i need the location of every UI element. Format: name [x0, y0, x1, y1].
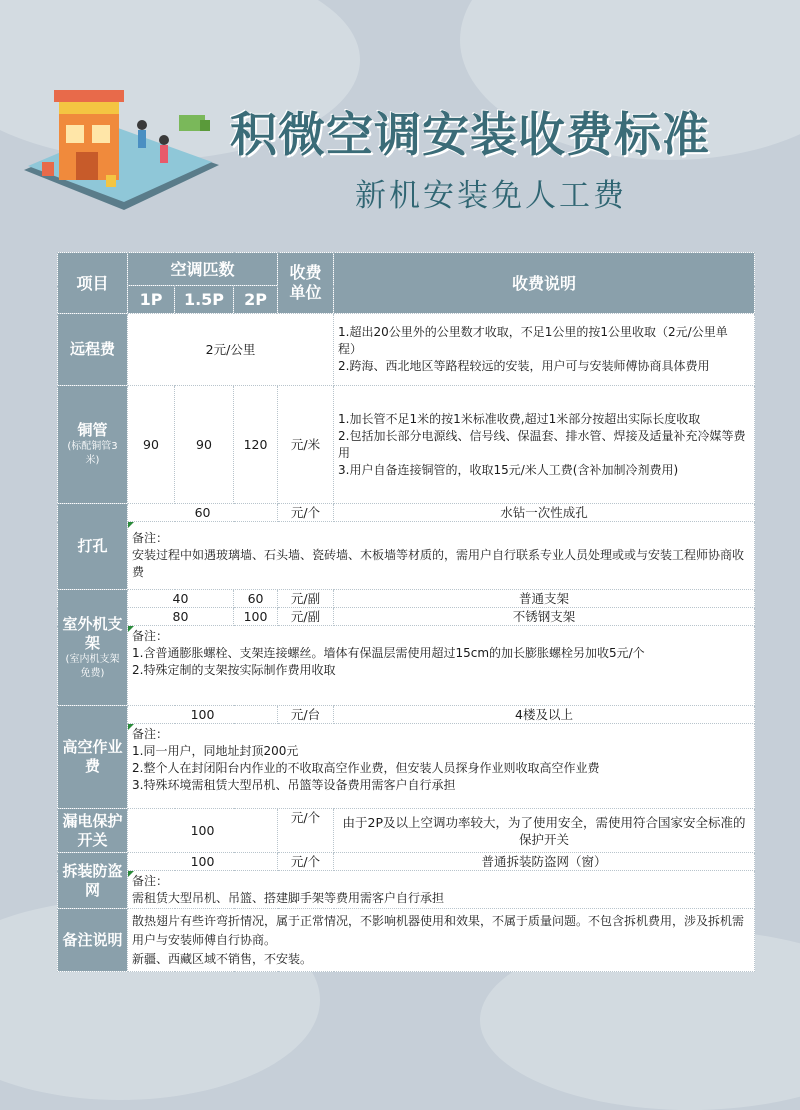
row-label-leak: 漏电保护开关: [58, 809, 128, 853]
bracket-note: 备注： 1.含普通膨胀螺栓、支架连接螺丝。墙体有保温层需使用超过15cm的加长膨胀螺栓另加收5元/个 2.特殊定制的支架按实际制作费用收取: [128, 626, 755, 706]
page-subtitle: 新机安装免人工费: [355, 178, 627, 214]
theft-desc: 普通拆装防盗网（窗）: [334, 853, 755, 871]
drill-note: 备注： 安装过程中如遇玻璃墙、石头墙、瓷砖墙、木板墙等材质的，需用户自行联系专业人员处理或或与安装工程师协商收费: [128, 522, 755, 590]
page-title: 积微空调安装收费标准: [230, 108, 710, 163]
header-desc: 收费说明: [334, 253, 755, 314]
bracket-normal-price: 40: [128, 590, 234, 608]
row-label-memo: 备注说明: [58, 909, 128, 972]
copper-desc: 1.加长管不足1米的按1米标准收费,超过1米部分按超出实际长度收取 2.包括加长部分电源线、信号线、保温套、排水管、焊接及适量补充冷媒等费用 3.用户自备连接铜管的，收取15元/米人工费(含补加制冷剂费用): [334, 386, 755, 504]
row-label-high: 高空作业费: [58, 706, 128, 809]
copper-1p-price: 90: [128, 386, 175, 504]
row-label-bracket: [58, 590, 128, 706]
header-2p: 2P: [234, 286, 278, 314]
header-1-5p: 1.5P: [175, 286, 234, 314]
bracket-normal-desc: 普通支架: [334, 590, 755, 608]
remote-desc: 1.超出20公里外的公里数才收取，不足1公里的按1公里收取（2元/公里单程） 2.跨海、西北地区等路程较远的安装，用户可与安装师傅协商具体费用: [334, 314, 755, 386]
leak-unit: 元/个: [278, 809, 334, 853]
row-label-theft: 拆装防盗网: [58, 853, 128, 909]
high-note: 备注： 1.同一用户，同地址封顶200元 2.整个人在封闭阳台内作业的不收取高空作业费，但安装人员探身作业则收取高空作业费 3.特殊环境需租赁大型吊机、吊篮等设备费用需客户自行承担: [128, 724, 755, 809]
shop-building: [54, 90, 124, 180]
copper-1-5p-price: 90: [175, 386, 234, 504]
header-unit: 收费单位: [278, 253, 334, 314]
bracket-steel-price: 80: [128, 608, 234, 626]
leak-desc: 由于2P及以上空调功率较大，为了使用安全，需使用符合国家安全标准的保护开关: [334, 809, 755, 853]
high-price: 100: [128, 706, 278, 724]
drill-unit: 元/个: [278, 504, 334, 522]
store-illustration: [14, 70, 226, 220]
bracket-steel-unit: 元/副: [278, 608, 334, 626]
high-desc: 4楼及以上: [334, 706, 755, 724]
bracket-steel-2p-price: 100: [234, 608, 278, 626]
bracket-normal-2p-price: 60: [234, 590, 278, 608]
pricing-table: [57, 252, 755, 972]
header-item: 项目: [58, 253, 128, 314]
memo-text: 散热翅片有些许弯折情况，属于正常情况，不影响机器使用和效果，不属于质量问题。不包含拆机费用，涉及拆机需用户与安装师傅自行协商。 新疆、西藏区域不销售，不安装。: [128, 909, 755, 972]
remote-price: 2元/公里: [128, 314, 334, 386]
bracket-steel-desc: 不锈钢支架: [334, 608, 755, 626]
row-label-copper: [58, 386, 128, 504]
row-label-remote: 远程费: [58, 314, 128, 386]
drill-desc: 水钻一次性成孔: [334, 504, 755, 522]
leak-price: 100: [128, 809, 278, 853]
bracket-normal-unit: 元/副: [278, 590, 334, 608]
theft-unit: 元/个: [278, 853, 334, 871]
header-ac-size: 空调匹数: [128, 253, 278, 286]
high-unit: 元/台: [278, 706, 334, 724]
theft-price: 100: [128, 853, 278, 871]
header-1p: 1P: [128, 286, 175, 314]
copper-unit: 元/米: [278, 386, 334, 504]
row-label-drill: 打孔: [58, 504, 128, 590]
copper-sublabel: (标配铜管3米): [67, 441, 118, 466]
copper-2p-price: 120: [234, 386, 278, 504]
bracket-label: 室外机支架: [62, 614, 123, 652]
delivery-truck: [179, 115, 210, 131]
drill-price: 60: [128, 504, 278, 522]
bracket-sublabel: (室内机支架免费): [65, 653, 120, 679]
theft-note: 备注： 需租赁大型吊机、吊篮、搭建脚手架等费用需客户自行承担: [128, 871, 755, 909]
copper-label: 铜管: [77, 421, 108, 439]
